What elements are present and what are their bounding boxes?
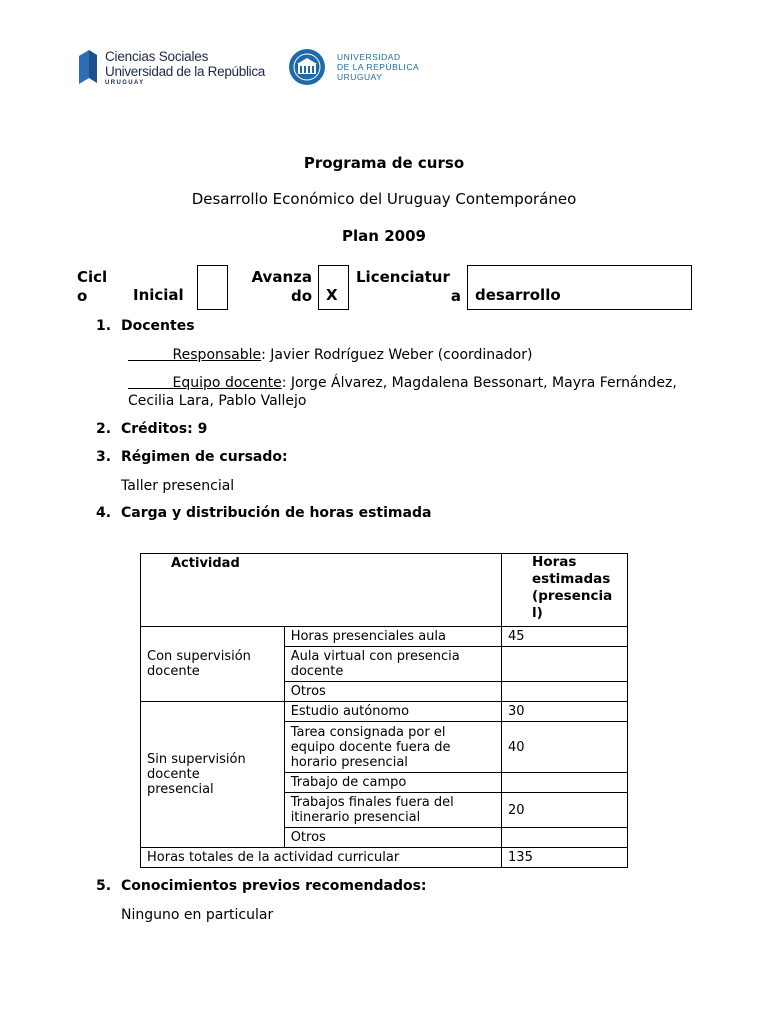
total-value: 135 xyxy=(502,848,628,868)
row-value xyxy=(502,773,628,793)
section-5-title: Conocimientos previos recomendados: xyxy=(121,878,427,894)
row-label: Trabajos finales fuera del itinerario presencial xyxy=(284,793,501,828)
header-horas: Horas estimadas (presencia l) xyxy=(502,554,628,627)
document-title: Programa de curso xyxy=(303,154,465,172)
responsable-label: Responsable xyxy=(172,347,262,363)
ciencias-sociales-mark-icon xyxy=(79,50,97,84)
logo-udelar-line3: URUGUAY xyxy=(337,72,383,82)
responsable-line xyxy=(128,346,532,364)
table-row xyxy=(141,627,628,647)
inicial-label: Inicial xyxy=(133,286,184,304)
section-3-title: Régimen de cursado: xyxy=(121,449,288,465)
header-actividad: Actividad xyxy=(141,554,502,627)
row-label: Trabajo de campo xyxy=(284,773,501,793)
row-label: Estudio autónomo xyxy=(284,702,501,722)
row-value xyxy=(502,647,628,682)
row-label: Tarea consignada por el equipo docente fuera de horario presencial xyxy=(284,722,501,773)
section-1-number: 1. xyxy=(96,318,112,334)
logo-udelar-line2: DE LA REPÚBLICA xyxy=(337,62,420,72)
section-3-value: Taller presencial xyxy=(121,478,235,494)
section-5-value: Ninguno en particular xyxy=(121,907,274,923)
section-1-title: Docentes xyxy=(121,318,195,334)
responsable-value: : Javier Rodríguez Weber (coordinador) xyxy=(261,347,533,363)
row-value xyxy=(502,828,628,848)
group-sin-supervision: Sin supervisión docente presencial xyxy=(141,702,285,848)
row-value: 30 xyxy=(502,702,628,722)
plan-label: Plan 2009 xyxy=(342,227,426,245)
section-4-number: 4. xyxy=(96,505,112,521)
group-con-supervision: Con supervisión docente xyxy=(141,627,285,702)
row-label: Aula virtual con presencia docente xyxy=(284,647,501,682)
section-2-number: 2. xyxy=(96,421,112,437)
licenciatura-label: Licenciatur a xyxy=(356,268,461,305)
row-value: 40 xyxy=(502,722,628,773)
table-total-row xyxy=(141,848,628,868)
inicial-checkbox xyxy=(197,265,228,310)
equipo-label: Equipo docente xyxy=(172,375,282,391)
hours-table xyxy=(140,553,628,868)
udelar-seal-icon xyxy=(288,48,326,86)
row-value xyxy=(502,682,628,702)
logo-cs-line1: Ciencias Sociales xyxy=(105,49,209,64)
ciclo-label: Cicl o xyxy=(77,268,108,305)
udelar-logo xyxy=(288,48,419,86)
row-value: 20 xyxy=(502,793,628,828)
table-row xyxy=(141,702,628,722)
section-5-number: 5. xyxy=(96,878,112,894)
equipo-value: : Jorge Álvarez, Magdalena Bessonart, Mayra Fernández, xyxy=(281,375,677,391)
logo-cs-line2: Universidad de la República xyxy=(105,64,265,79)
avanzado-label: Avanza do xyxy=(251,268,312,305)
course-name: Desarrollo Económico del Uruguay Contemporáneo xyxy=(191,190,577,208)
row-label: Otros xyxy=(284,828,501,848)
row-label: Otros xyxy=(284,682,501,702)
section-4-title: Carga y distribución de horas estimada xyxy=(121,505,432,521)
avanzado-mark: X xyxy=(326,286,338,304)
logo-cs-line3: URUGUAY xyxy=(105,80,145,86)
equipo-line-2: Cecilia Lara, Pablo Vallejo xyxy=(128,393,307,409)
row-label: Horas presenciales aula xyxy=(284,627,501,647)
logo-udelar-line1: UNIVERSIDAD xyxy=(337,52,401,62)
table-header-row xyxy=(141,554,628,627)
total-label: Horas totales de la actividad curricular xyxy=(141,848,502,868)
equipo-line-1 xyxy=(128,374,677,392)
licenciatura-value: desarrollo xyxy=(475,286,561,304)
row-value: 45 xyxy=(502,627,628,647)
ciencias-sociales-logo xyxy=(79,50,265,86)
section-2-title: Créditos: 9 xyxy=(121,421,208,437)
section-3-number: 3. xyxy=(96,449,112,465)
